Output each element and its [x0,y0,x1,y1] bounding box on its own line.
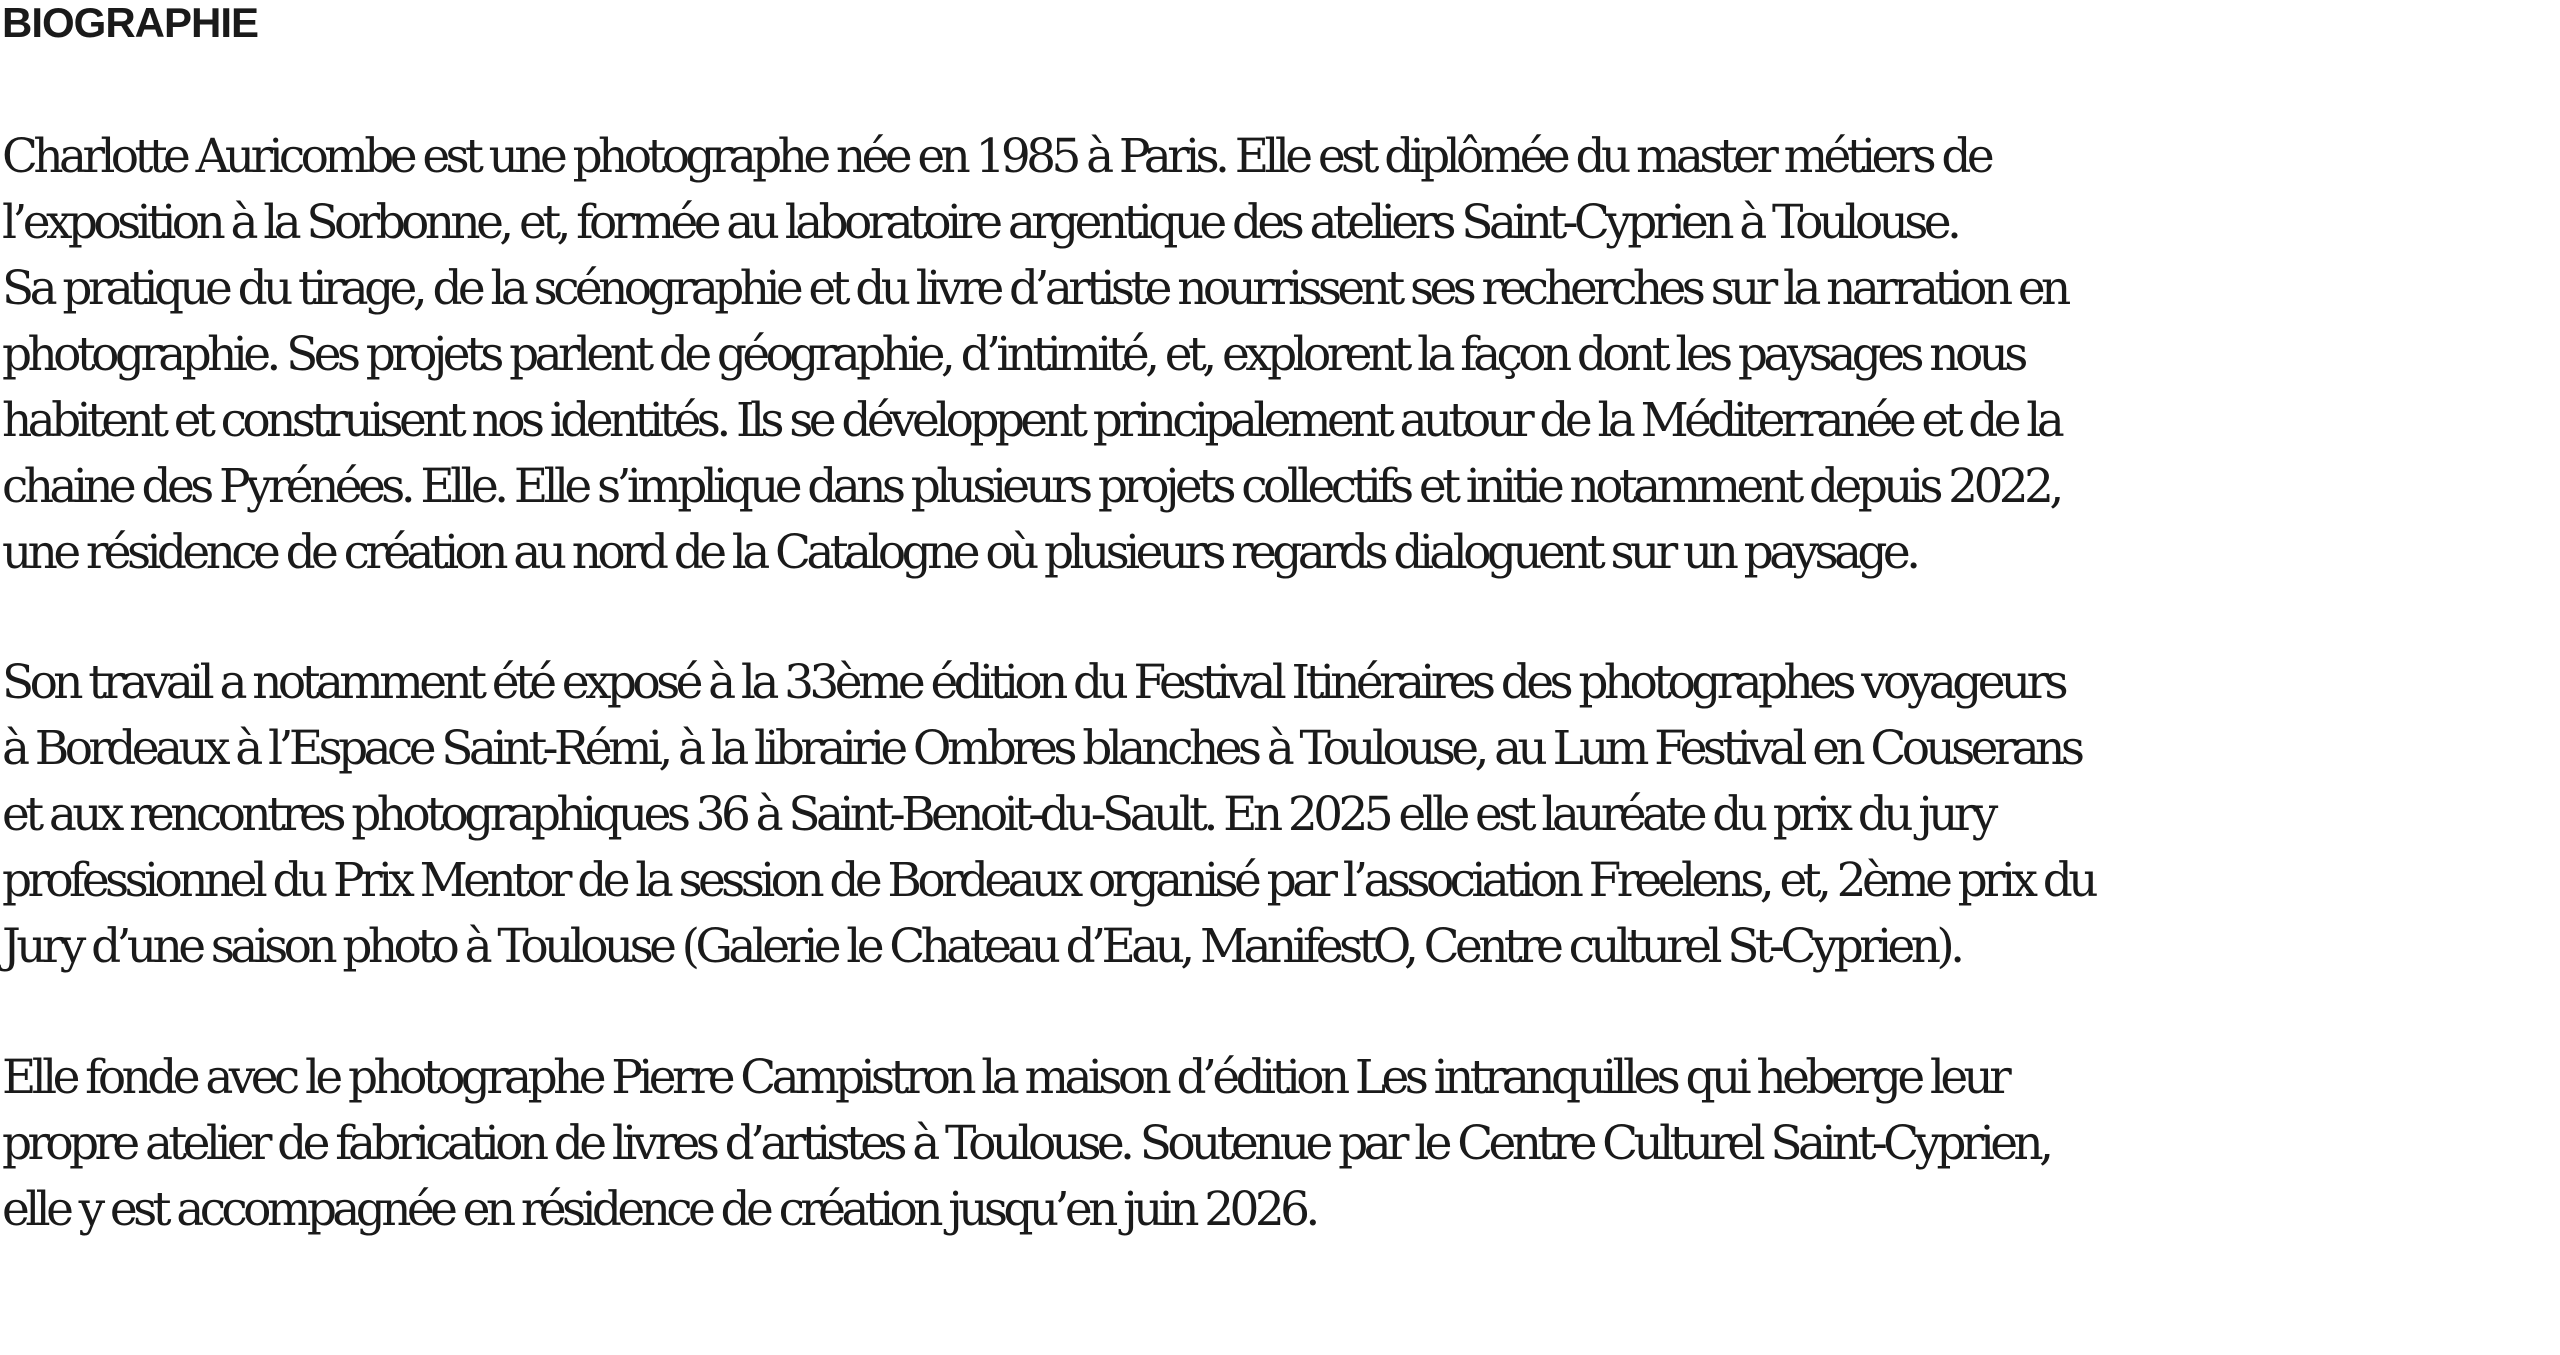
paragraph-line: habitent et construisent nos identités. Ils se développent principalement autour de la Méditerranée et de la [2,393,2061,448]
paragraph-line: Sa pratique du tirage, de la scénographie et du livre d’artiste nourrissent ses recherches sur la narration en [2,261,2067,316]
bio-paragraph-3 [2,1045,2558,1243]
paragraph-line: Son travail a notamment été exposé à la 33ème édition du Festival Itinéraires des photographes voyageurs [2,655,2064,710]
paragraph-line: à Bordeaux à l’Espace Saint-Rémi, à la librairie Ombres blanches à Toulouse, au Lum Festival en Couserans [2,721,2081,776]
page-title: BIOGRAPHIE [2,0,259,46]
paragraph-line: chaine des Pyrénées. Elle. Elle s’implique dans plusieurs projets collectifs et initie notamment depuis 2022, [2,459,2060,514]
paragraph-line: Charlotte Auricombe est une photographe née en 1985 à Paris. Elle est diplômée du master métiers de [2,129,1991,184]
paragraph-line: propre atelier de fabrication de livres d’artistes à Toulouse. Soutenue par le Centre Culturel Saint-Cyprien, [2,1116,2050,1171]
bio-paragraph-2 [2,650,2558,980]
paragraph-line: et aux rencontres photographiques 36 à Saint-Benoit-du-Sault. En 2025 elle est lauréate du prix du jury [2,787,1994,842]
paragraph-line: Elle fonde avec le photographe Pierre Campistron la maison d’édition Les intranquilles qui heberge leur [2,1050,2008,1105]
paragraph-line: l’exposition à la Sorbonne, et, formée au laboratoire argentique des ateliers Saint-Cyprien à Toulouse. [2,195,1958,250]
paragraph-line: Jury d’une saison photo à Toulouse (Galerie le Chateau d’Eau, ManifestO, Centre culturel St-Cyprien). [2,919,1961,974]
paragraph-line: photographie. Ses projets parlent de géographie, d’intimité, et, explorent la façon dont les paysages nous [2,327,2024,382]
paragraph-line: professionnel du Prix Mentor de la session de Bordeaux organisé par l’association Freelens, et, 2ème prix du [2,853,2094,908]
bio-paragraph-1 [2,124,2558,586]
paragraph-line: une résidence de création au nord de la Catalogne où plusieurs regards dialoguent sur un paysage. [2,525,1917,580]
paragraph-line: elle y est accompagnée en résidence de création jusqu’en juin 2026. [2,1182,1316,1237]
